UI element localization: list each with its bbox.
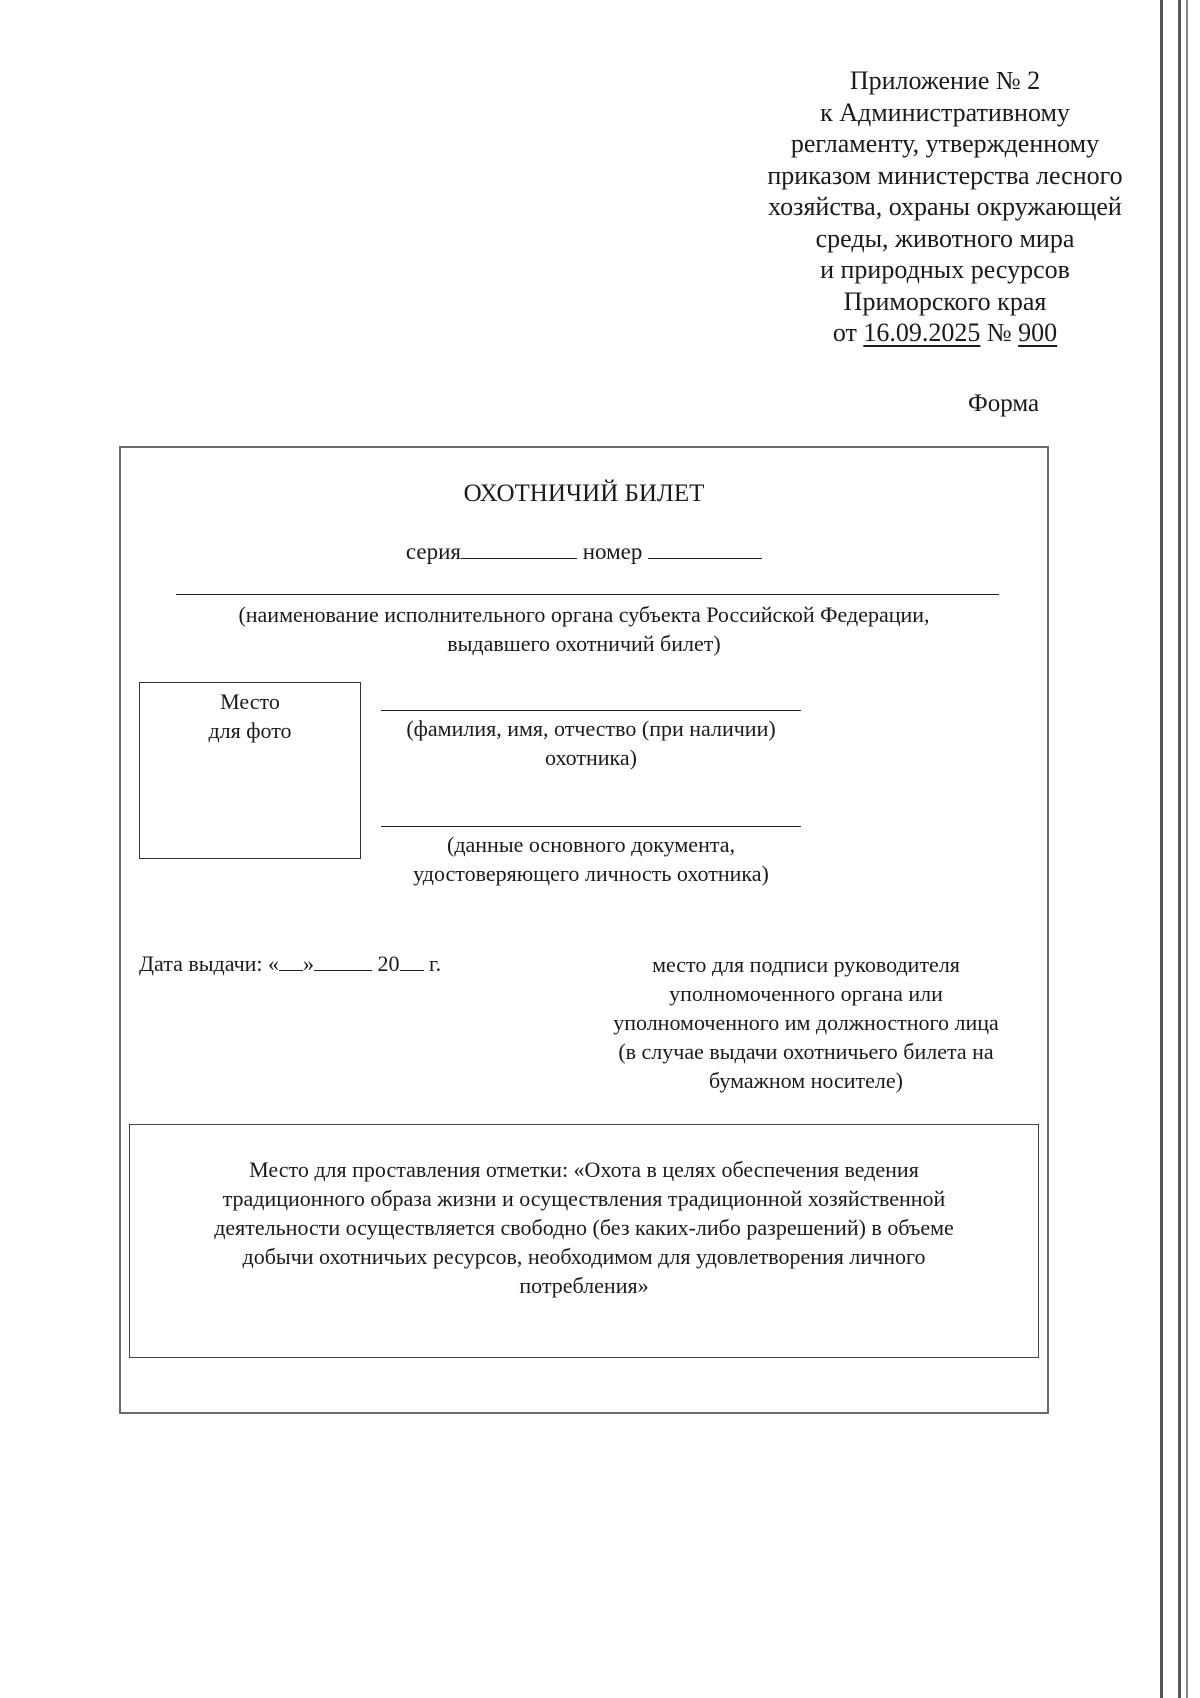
issue-date-line: [139, 950, 441, 977]
signature-caption-line: уполномоченного им должностного лица: [613, 1010, 999, 1035]
signature-caption-line: уполномоченного органа или: [669, 981, 943, 1006]
appendix-line: Приморского края: [843, 286, 1047, 316]
number-label: номер: [582, 539, 643, 564]
form-label: Форма: [968, 390, 1040, 417]
series-number-line: [121, 538, 1047, 565]
photo-label: Место: [220, 689, 280, 714]
mark-text-line: деятельности осуществляется свободно (без каких-либо разрешений) в объеме: [214, 1215, 954, 1240]
year-prefix: 20: [377, 951, 400, 976]
year-suffix: г.: [429, 951, 442, 976]
date-prefix: от: [832, 318, 857, 347]
order-date: 16.09.2025: [863, 318, 981, 347]
mark-text-line: добычи охотничьих ресурсов, необходимом для удовлетворения личного: [242, 1244, 926, 1269]
series-blank: [461, 538, 577, 559]
signature-caption: [586, 950, 1026, 1095]
appendix-line: к Административному: [820, 97, 1070, 127]
id-document-caption: [361, 830, 821, 888]
org-name-line: [176, 594, 999, 595]
order-number: 900: [1018, 318, 1058, 347]
id-document-line: [381, 826, 801, 827]
hunting-ticket-frame: [119, 446, 1049, 1414]
page-edge-line: [1178, 0, 1181, 1698]
page-edge-line: [1160, 0, 1163, 1698]
number-blank: [648, 538, 762, 559]
mark-text-line: традиционного образа жизни и осуществления традиционной хозяйственной: [222, 1186, 946, 1211]
fio-line: [381, 710, 801, 711]
doc-caption-line: (данные основного документа,: [447, 832, 735, 857]
ticket-title: ОХОТНИЧИЙ БИЛЕТ: [463, 480, 705, 507]
appendix-line: среды, животного мира: [815, 223, 1075, 253]
appendix-order-line: [745, 317, 1145, 349]
appendix-line: и природных ресурсов: [820, 255, 1070, 284]
appendix-header: [745, 65, 1145, 349]
page-edge-line: [1186, 0, 1188, 1698]
org-caption-line: (наименование исполнительного органа субъекта Российской Федерации,: [238, 602, 930, 627]
fio-caption-line: (фамилия, имя, отчество (при наличии): [406, 716, 776, 741]
fio-caption: [361, 714, 821, 772]
appendix-line: регламенту, утвержденному: [790, 129, 1100, 158]
mark-text-line: потребления»: [519, 1273, 649, 1298]
org-caption-line: выдавшего охотничий билет): [447, 631, 721, 656]
signature-caption-line: бумажном носителе): [709, 1068, 903, 1093]
issue-date-label: Дата выдачи: «: [139, 951, 280, 976]
appendix-line: приказом министерства лесного: [767, 160, 1123, 190]
issue-date-quote: »: [303, 951, 315, 976]
mark-text-line: Место для проставления отметки: «Охота в целях обеспечения ведения: [249, 1157, 919, 1182]
mark-text: [150, 1155, 1018, 1300]
photo-label: для фото: [208, 718, 292, 743]
year-blank: [400, 950, 424, 971]
signature-caption-line: место для подписи руководителя: [652, 952, 960, 977]
month-blank: [314, 950, 372, 971]
appendix-line: хозяйства, охраны окружающей: [768, 192, 1122, 221]
photo-box: [139, 682, 361, 859]
series-label: серия: [405, 539, 461, 564]
signature-caption-line: (в случае выдачи охотничьего билета на: [618, 1039, 994, 1064]
doc-caption-line: удостоверяющего личность охотника): [413, 861, 769, 886]
mark-box: [129, 1124, 1039, 1358]
day-blank: [279, 950, 303, 971]
appendix-line: Приложение № 2: [849, 66, 1041, 95]
number-prefix: №: [986, 318, 1012, 347]
fio-caption-line: охотника): [545, 745, 637, 770]
org-caption: [121, 600, 1047, 658]
